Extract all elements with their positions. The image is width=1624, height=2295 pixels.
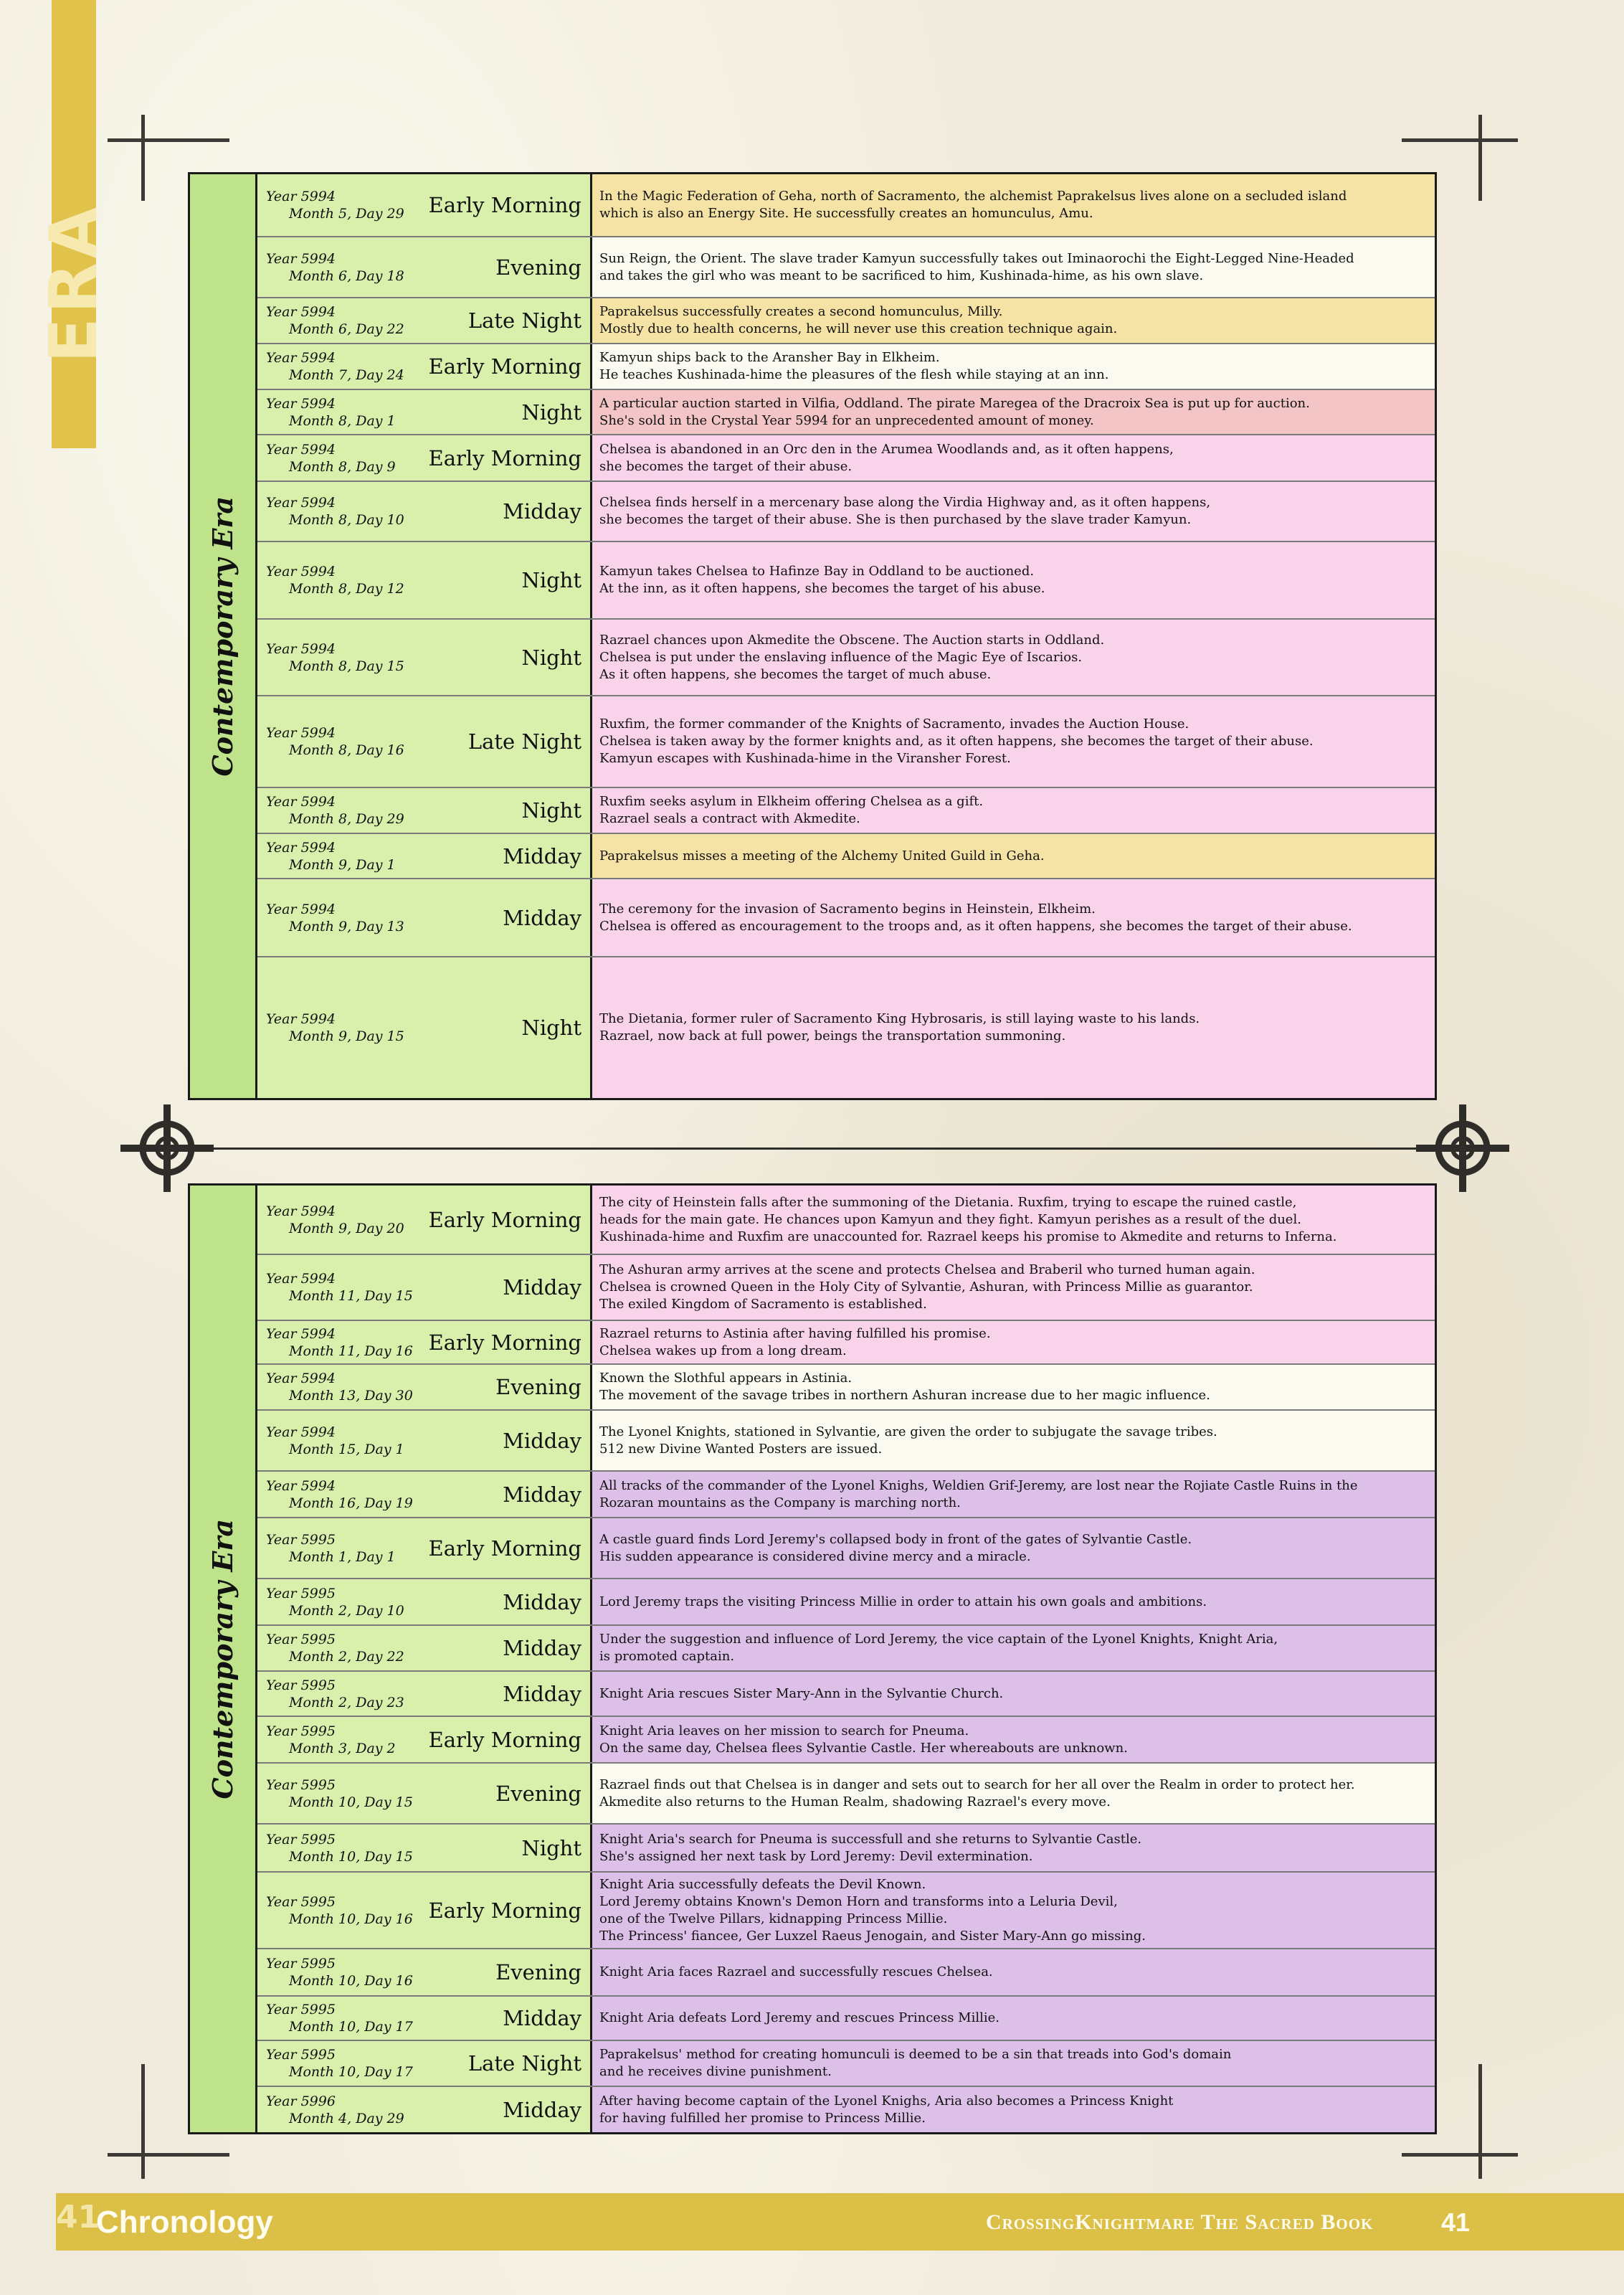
timeline-row <box>257 1873 1435 1949</box>
date-time-cell <box>257 788 592 833</box>
date <box>266 1477 413 1512</box>
timeline-row <box>257 174 1435 237</box>
month-day: Month 9, Day 20 <box>289 1220 404 1236</box>
date <box>266 901 404 935</box>
era-label: Contemporary Era <box>206 496 239 777</box>
month-day: Month 1, Day 1 <box>289 1548 396 1565</box>
era-label-column <box>190 174 257 1098</box>
event-description: Under the suggestion and influence of Lord Jeremy, the vice captain of the Lyonel Knights, Knight Aria, is promoted captain. <box>592 1626 1435 1670</box>
time-of-day: Late Night <box>467 308 581 333</box>
time-of-day: Evening <box>495 1781 581 1806</box>
timeline-row <box>257 1472 1435 1518</box>
event-description: Paprakelsus' method for creating homunculi is deemed to be a sin that treads into God's domain and he receives divine punishment. <box>592 2041 1435 2086</box>
month-day: Month 8, Day 15 <box>289 658 404 674</box>
book-title: CrossingKnightmare The Sacred Book <box>986 2210 1374 2234</box>
date-time-cell <box>257 2087 592 2132</box>
time-of-day: Early Morning <box>428 354 581 379</box>
date <box>266 1424 404 1458</box>
date <box>266 1831 413 1865</box>
event-description: The Ashuran army arrives at the scene and protects Chelsea and Braberil who turned human again. Chelsea is crowned Queen in the Holy City of Sylvantie, Ashuran, with Princess Millie as guarantor. The exiled Kingdom of Sacramento is established. <box>592 1255 1435 1320</box>
date-time-cell <box>257 1717 592 1762</box>
time-of-day: Evening <box>495 1375 581 1399</box>
timeline-row <box>257 1949 1435 1997</box>
side-tab-label: ERA <box>35 203 112 364</box>
time-of-day: Midday <box>503 2097 581 2122</box>
event-description: Knight Aria defeats Lord Jeremy and rescues Princess Millie. <box>592 1997 1435 2040</box>
event-description: The city of Heinstein falls after the summoning of the Dietania. Ruxfim, trying to escape the ruined castle, heads for the main gate. He chances upon Kamyun and they fight. Kamyun perishes as a result of the duel. Kushinada-hime and Ruxfim are unaccounted for. Razrael keeps his promise to Akmedite and returns to Inferna. <box>592 1186 1435 1254</box>
time-of-day: Late Night <box>467 729 581 754</box>
month-day: Month 11, Day 15 <box>289 1288 413 1304</box>
event-description: Kamyun takes Chelsea to Hafinze Bay in Oddland to be auctioned. At the inn, as it often happens, she becomes the target of his abuse. <box>592 542 1435 618</box>
timeline-row <box>257 542 1435 620</box>
year: Year 5995 <box>266 1531 336 1548</box>
date-time-cell <box>257 344 592 389</box>
section-title: Chronology <box>96 2205 273 2240</box>
time-of-day: Midday <box>503 2006 581 2030</box>
crosshair-ornament-icon <box>120 1104 214 1192</box>
event-description: Paprakelsus successfully creates a second homunculus, Milly. Mostly due to health concerns, he will never use this creation technique again. <box>592 298 1435 343</box>
year: Year 5994 <box>266 794 336 810</box>
timeline-row <box>257 1411 1435 1472</box>
date-time-cell <box>257 834 592 878</box>
timeline-row <box>257 620 1435 696</box>
month-day: Month 16, Day 19 <box>289 1495 413 1511</box>
timeline-row <box>257 957 1435 1098</box>
year: Year 5994 <box>266 640 336 657</box>
event-description: Paprakelsus misses a meeting of the Alchemy United Guild in Geha. <box>592 834 1435 878</box>
timeline-row <box>257 298 1435 344</box>
date-time-cell <box>257 1672 592 1716</box>
event-description: Kamyun ships back to the Aransher Bay in Elkheim. He teaches Kushinada-hime the pleasures of the flesh while staying at an inn. <box>592 344 1435 389</box>
time-of-day: Early Morning <box>428 1727 581 1752</box>
event-description: All tracks of the commander of the Lyonel Knighs, Weldien Grif-Jeremy, are lost near the Rojiate Castle Ruins in the Rozaran mountains as the Company is marching north. <box>592 1472 1435 1517</box>
year: Year 5995 <box>266 2002 336 2017</box>
date <box>266 1585 404 1619</box>
time-of-day: Midday <box>503 1589 581 1614</box>
time-of-day: Night <box>521 399 581 425</box>
year: Year 5994 <box>266 725 336 741</box>
timeline-row <box>257 1672 1435 1717</box>
month-day: Month 9, Day 13 <box>289 918 404 934</box>
month-day: Month 2, Day 22 <box>289 1649 404 1665</box>
month-day: Month 3, Day 2 <box>289 1740 396 1756</box>
date-time-cell <box>257 1997 592 2040</box>
page-footer <box>56 2193 1624 2251</box>
time-of-day: Night <box>521 645 581 670</box>
date-time-cell <box>257 298 592 343</box>
time-of-day: Early Morning <box>428 1535 581 1561</box>
timeline-row <box>257 1518 1435 1579</box>
corner-mark <box>108 2153 229 2157</box>
event-description: Known the Slothful appears in Astinia. The movement of the savage tribes in northern Ashuran increase due to her magic influence. <box>592 1365 1435 1409</box>
date <box>266 1203 404 1237</box>
event-description: Lord Jeremy traps the visiting Princess Millie in order to attain his own goals and ambitions. <box>592 1579 1435 1624</box>
corner-mark <box>141 115 145 201</box>
date <box>266 1270 413 1305</box>
time-of-day: Early Morning <box>428 1898 581 1923</box>
date-time-cell <box>257 1825 592 1871</box>
month-day: Month 8, Day 16 <box>289 742 404 758</box>
month-day: Month 6, Day 18 <box>289 268 404 284</box>
year: Year 5994 <box>266 441 336 458</box>
time-of-day: Midday <box>503 1275 581 1300</box>
date-time-cell <box>257 390 592 434</box>
month-day: Month 10, Day 17 <box>289 2019 413 2035</box>
month-day: Month 8, Day 9 <box>289 458 396 475</box>
year: Year 5994 <box>266 350 336 366</box>
event-description: A particular auction started in Vilfia, Oddland. The pirate Maregea of the Dracroix Sea is put up for auction. She's sold in the Crystal Year 5994 for an unprecedented amount of money. <box>592 390 1435 434</box>
date-time-cell <box>257 2041 592 2086</box>
event-description: Knight Aria leaves on her mission to search for Pneuma. On the same day, Chelsea flees Sylvantie Castle. Her whereabouts are unknown. <box>592 1717 1435 1762</box>
month-day: Month 8, Day 1 <box>289 412 396 429</box>
year: Year 5996 <box>266 2093 336 2109</box>
year: Year 5995 <box>266 1956 336 1972</box>
date-time-cell <box>257 1626 592 1670</box>
section-divider <box>122 1148 1506 1150</box>
date <box>266 1677 404 1711</box>
date <box>266 1723 396 1757</box>
timeline-row <box>257 834 1435 879</box>
event-description: Chelsea is abandoned in an Orc den in the Arumea Woodlands and, as it often happens, she becomes the target of their abuse. <box>592 435 1435 481</box>
date <box>266 2093 404 2127</box>
date-time-cell <box>257 542 592 618</box>
date-time-cell <box>257 957 592 1098</box>
timeline-section-bottom <box>188 1183 1437 2134</box>
corner-mark <box>141 2064 145 2179</box>
date-time-cell <box>257 1321 592 1363</box>
page-number: 41 <box>1441 2208 1471 2237</box>
date-time-cell <box>257 879 592 956</box>
timeline-row <box>257 696 1435 788</box>
side-tab <box>35 0 112 448</box>
date-time-cell <box>257 1365 592 1409</box>
year: Year 5994 <box>266 1203 336 1219</box>
timeline-row <box>257 1626 1435 1672</box>
year: Year 5994 <box>266 1271 336 1287</box>
date <box>266 839 396 874</box>
date-time-cell <box>257 174 592 236</box>
event-description: After having become captain of the Lyonel Knighs, Aria also becomes a Princess Knight for having fulfilled her promise to Princess Millie. <box>592 2087 1435 2132</box>
date-time-cell <box>257 482 592 541</box>
timeline-rows <box>257 1186 1435 2132</box>
date <box>266 1893 413 1928</box>
date-time-cell <box>257 237 592 297</box>
month-day: Month 2, Day 23 <box>289 1694 404 1710</box>
year: Year 5994 <box>266 901 336 917</box>
timeline-row <box>257 344 1435 390</box>
month-day: Month 15, Day 1 <box>289 1441 404 1457</box>
time-of-day: Evening <box>495 1960 581 1984</box>
event-description: The ceremony for the invasion of Sacramento begins in Heinstein, Elkheim. Chelsea is offered as encouragement to the troops and, as it often happens, she becomes the target of their abuse. <box>592 879 1435 956</box>
month-day: Month 9, Day 15 <box>289 1028 404 1044</box>
date-time-cell <box>257 620 592 695</box>
month-day: Month 2, Day 10 <box>289 1602 404 1619</box>
era-label: Contemporary Era <box>206 1518 239 1799</box>
time-of-day: Night <box>521 1835 581 1860</box>
timeline-row <box>257 482 1435 542</box>
date <box>266 2046 413 2081</box>
timeline-section-top <box>188 172 1437 1100</box>
corner-mark <box>1478 2064 1482 2179</box>
month-day: Month 5, Day 29 <box>289 206 404 222</box>
year: Year 5995 <box>266 1776 336 1793</box>
event-description: Razrael chances upon Akmedite the Obscene. The Auction starts in Oddland. Chelsea is put under the enslaving influence of the Magic Eye of Iscarios. As it often happens, she becomes the target of much abuse. <box>592 620 1435 695</box>
month-day: Month 4, Day 29 <box>289 2110 404 2126</box>
timeline-row <box>257 435 1435 482</box>
timeline-row <box>257 1365 1435 1411</box>
year: Year 5994 <box>266 395 336 412</box>
month-day: Month 10, Day 16 <box>289 1911 413 1927</box>
timeline-row <box>257 1764 1435 1825</box>
year: Year 5994 <box>266 250 336 267</box>
date <box>266 563 404 597</box>
year: Year 5995 <box>266 1677 336 1693</box>
date <box>266 250 404 285</box>
year: Year 5994 <box>266 189 336 204</box>
event-description: The Lyonel Knights, stationed in Sylvantie, are given the order to subjugate the savage tribes. 512 new Divine Wanted Posters are issued. <box>592 1411 1435 1470</box>
timeline-row <box>257 1255 1435 1321</box>
date-time-cell <box>257 1949 592 1995</box>
date <box>266 793 404 828</box>
year: Year 5995 <box>266 1585 336 1601</box>
date <box>266 303 404 338</box>
date <box>266 188 404 222</box>
date-time-cell <box>257 1186 592 1254</box>
time-of-day: Late Night <box>467 2051 581 2076</box>
event-description: Sun Reign, the Orient. The slave trader Kamyun successfully takes out Iminaorochi the Eight-Legged Nine-Headed and takes the girl who was meant to be sacrificed to him, Kushinada-hime, as his own slave. <box>592 237 1435 297</box>
timeline-rows <box>257 174 1435 1098</box>
date-time-cell <box>257 1579 592 1624</box>
year: Year 5994 <box>266 495 336 511</box>
date <box>266 1776 413 1811</box>
timeline-row <box>257 1717 1435 1764</box>
month-day: Month 9, Day 1 <box>289 856 396 873</box>
date-time-cell <box>257 435 592 481</box>
year: Year 5994 <box>266 1371 336 1386</box>
date <box>266 395 396 430</box>
time-of-day: Night <box>521 1016 581 1040</box>
date-time-cell <box>257 1518 592 1578</box>
date-time-cell <box>257 1255 592 1320</box>
timeline-row <box>257 2087 1435 2132</box>
time-of-day: Early Morning <box>428 1207 581 1232</box>
month-day: Month 10, Day 15 <box>289 1794 413 1810</box>
event-description: Razrael returns to Astinia after having fulfilled his promise. Chelsea wakes up from a long dream. <box>592 1321 1435 1363</box>
time-of-day: Night <box>521 798 581 823</box>
event-description: Chelsea finds herself in a mercenary base along the Virdia Highway and, as it often happens, she becomes the target of their abuse. She is then purchased by the slave trader Kamyun. <box>592 482 1435 541</box>
corner-mark <box>108 138 229 142</box>
date <box>266 1531 396 1566</box>
era-label-column <box>190 1186 257 2132</box>
time-of-day: Early Morning <box>428 445 581 470</box>
timeline-row <box>257 237 1435 298</box>
event-description: The Dietania, former ruler of Sacramento King Hybrosaris, is still laying waste to his lands. Razrael, now back at full power, beings the transportation summoning. <box>592 957 1435 1098</box>
date-time-cell <box>257 1411 592 1470</box>
timeline-row <box>257 788 1435 834</box>
time-of-day: Evening <box>495 255 581 280</box>
date <box>266 1631 404 1665</box>
timeline-row <box>257 1825 1435 1873</box>
date <box>266 1011 404 1045</box>
event-description: Ruxfim, the former commander of the Knights of Sacramento, invades the Auction House. Chelsea is taken away by the former knights and, as it often happens, she becomes the target of their abuse. Kamyun escapes with Kushinada-hime in the Viransher Forest. <box>592 696 1435 787</box>
timeline-row <box>257 1997 1435 2041</box>
date <box>266 1370 413 1404</box>
year: Year 5995 <box>266 1893 336 1910</box>
year: Year 5995 <box>266 2047 336 2063</box>
date <box>266 441 396 475</box>
time-of-day: Midday <box>503 499 581 524</box>
year: Year 5995 <box>266 1723 336 1739</box>
corner-mark <box>1478 115 1482 201</box>
timeline-row <box>257 879 1435 957</box>
date <box>266 640 404 675</box>
year: Year 5994 <box>266 839 336 856</box>
timeline-row <box>257 1186 1435 1255</box>
year: Year 5994 <box>266 1477 336 1494</box>
timeline-row <box>257 390 1435 435</box>
month-day: Month 7, Day 24 <box>289 367 404 383</box>
timeline-row <box>257 1579 1435 1626</box>
page-number-left: 41 <box>56 2199 100 2235</box>
date-time-cell <box>257 1873 592 1948</box>
year: Year 5995 <box>266 1831 336 1847</box>
time-of-day: Early Morning <box>428 193 581 217</box>
date <box>266 349 404 384</box>
month-day: Month 10, Day 16 <box>289 1973 413 1989</box>
date-time-cell <box>257 696 592 787</box>
event-description: Knight Aria rescues Sister Mary-Ann in the Sylvantie Church. <box>592 1672 1435 1716</box>
time-of-day: Midday <box>503 1428 581 1453</box>
month-day: Month 11, Day 16 <box>289 1343 413 1359</box>
time-of-day: Midday <box>503 843 581 869</box>
corner-mark <box>1402 138 1518 142</box>
event-description: Knight Aria's search for Pneuma is successfull and she returns to Sylvantie Castle. She's assigned her next task by Lord Jeremy: Devil extermination. <box>592 1825 1435 1871</box>
timeline-row <box>257 2041 1435 2087</box>
month-day: Month 6, Day 22 <box>289 321 404 337</box>
year: Year 5995 <box>266 1632 336 1647</box>
event-description: Knight Aria successfully defeats the Devil Known. Lord Jeremy obtains Known's Demon Horn and transforms into a Leluria Devil, one of the Twelve Pillars, kidnapping Princess Millie. The Princess' fiancee, Ger Luxzel Raeus Jenogain, and Sister Mary-Ann go missing. <box>592 1873 1435 1948</box>
crosshair-ornament-icon <box>1416 1104 1509 1192</box>
month-day: Month 10, Day 17 <box>289 2064 413 2080</box>
month-day: Month 13, Day 30 <box>289 1388 413 1404</box>
time-of-day: Midday <box>503 905 581 930</box>
time-of-day: Midday <box>503 1482 581 1507</box>
date-time-cell <box>257 1472 592 1517</box>
event-description: Knight Aria faces Razrael and successfully rescues Chelsea. <box>592 1949 1435 1995</box>
year: Year 5994 <box>266 1424 336 1440</box>
year: Year 5994 <box>266 304 336 320</box>
event-description: In the Magic Federation of Geha, north of Sacramento, the alchemist Paprakelsus lives alone on a secluded island which is also an Energy Site. He successfully creates an homunculus, Amu. <box>592 174 1435 236</box>
date <box>266 724 404 759</box>
date <box>266 2001 413 2035</box>
event-description: Razrael finds out that Chelsea is in danger and sets out to search for her all over the Realm in order to protect her. Akmedite also returns to the Human Realm, shadowing Razrael's every move. <box>592 1764 1435 1823</box>
month-day: Month 8, Day 12 <box>289 581 404 597</box>
date <box>266 1325 413 1360</box>
month-day: Month 8, Day 10 <box>289 512 404 528</box>
timeline-row <box>257 1321 1435 1365</box>
month-day: Month 10, Day 15 <box>289 1848 413 1865</box>
date <box>266 494 404 529</box>
time-of-day: Midday <box>503 1636 581 1660</box>
corner-mark <box>1402 2153 1518 2157</box>
year: Year 5994 <box>266 1011 336 1027</box>
event-description: A castle guard finds Lord Jeremy's collapsed body in front of the gates of Sylvantie Castle. His sudden appearance is considered divine mercy and a miracle. <box>592 1518 1435 1578</box>
month-day: Month 8, Day 29 <box>289 811 404 827</box>
date <box>266 1955 413 1989</box>
year: Year 5994 <box>266 1325 336 1342</box>
time-of-day: Midday <box>503 1681 581 1706</box>
time-of-day: Early Morning <box>428 1330 581 1355</box>
date-time-cell <box>257 1764 592 1823</box>
event-description: Ruxfim seeks asylum in Elkheim offering Chelsea as a gift. Razrael seals a contract with Akmedite. <box>592 788 1435 833</box>
year: Year 5994 <box>266 564 336 579</box>
time-of-day: Night <box>521 568 581 592</box>
